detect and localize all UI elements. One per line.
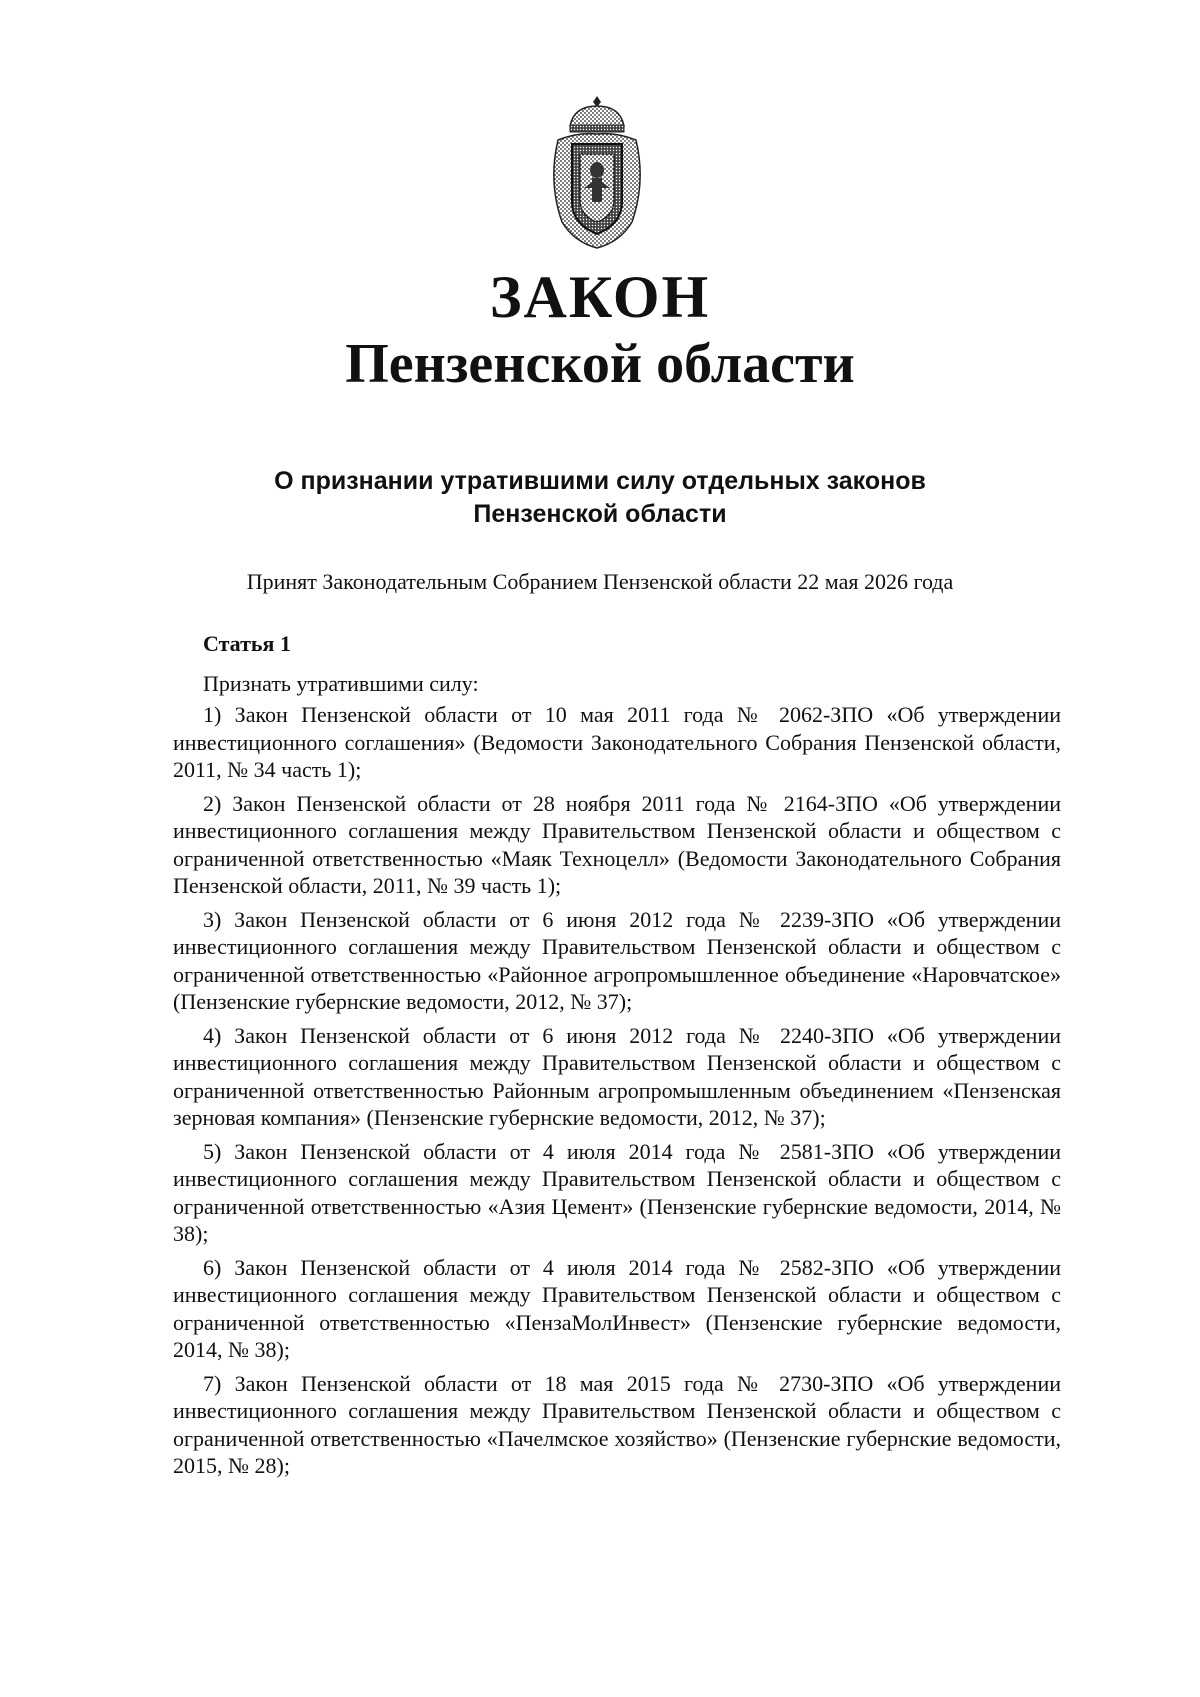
law-heading-line-2: Пензенской области <box>473 500 727 528</box>
list-item: 3) Закон Пензенской области от 6 июня 2012 года № 2239-ЗПО «Об утверждении инвестиционного соглашения между Правительством Пензенской области и обществом с ограниченной ответственностью «Районное агропромышленное объединение «Наровчатское» (Пензенские губернские ведомости, 2012, № 37); <box>173 906 1061 1014</box>
list-item: 1) Закон Пензенской области от 10 мая 2011 года № 2062-ЗПО «Об утверждении инвестиционного соглашения» (Ведомости Законодательного Собрания Пензенской области, 2011, № 34 часть 1); <box>173 702 1061 782</box>
list-item: 4) Закон Пензенской области от 6 июня 2012 года № 2240-ЗПО «Об утверждении инвестиционного соглашения между Правительством Пензенской области и обществом с ограниченной ответственностью Районным агропромышленным объединением «Пензенская зерновая компания» (Пензенские губернские ведомости, 2012, № 37); <box>173 1022 1061 1130</box>
article-intro: Признать утратившими силу: <box>203 670 479 696</box>
law-heading <box>200 465 1000 531</box>
coat-of-arms-emblem <box>540 92 654 252</box>
list-item: 5) Закон Пензенской области от 4 июля 2014 года № 2581-ЗПО «Об утверждении инвестиционного соглашения между Правительством Пензенской области и обществом с ограниченной ответственностью «Азия Цемент» (Пензенские губернские ведомости, 2014, № 38); <box>173 1138 1061 1246</box>
adoption-note: Принят Законодательным Собранием Пензенской области 22 мая 2026 года <box>246 569 954 594</box>
region-title: Пензенской области <box>345 333 855 395</box>
list-item: 7) Закон Пензенской области от 18 мая 2015 года № 2730-ЗПО «Об утверждении инвестиционного соглашения между Правительством Пензенской области и обществом с ограниченной ответственностью «Пачелмское хозяйство» (Пензенские губернские ведомости, 2015, № 28); <box>173 1370 1061 1478</box>
list-item: 2) Закон Пензенской области от 28 ноября 2011 года № 2164-ЗПО «Об утверждении инвестиционного соглашения между Правительством Пензенской области и обществом с ограниченной ответственностью «Маяк Техноцелл» (Ведомости Законодательного Собрания Пензенской области, 2011, № 39 часть 1); <box>173 790 1061 898</box>
article-title: Статья 1 <box>203 631 291 656</box>
law-heading-line-1: О признании утратившими силу отдельных законов <box>274 467 926 495</box>
document-body <box>173 630 1061 1486</box>
list-item: 6) Закон Пензенской области от 4 июля 2014 года № 2582-ЗПО «Об утверждении инвестиционного соглашения между Правительством Пензенской области и обществом с ограниченной ответственностью «ПензаМолИнвест» (Пензенские губернские ведомости, 2014, № 38); <box>173 1254 1061 1362</box>
law-title: ЗАКОН <box>489 264 711 330</box>
